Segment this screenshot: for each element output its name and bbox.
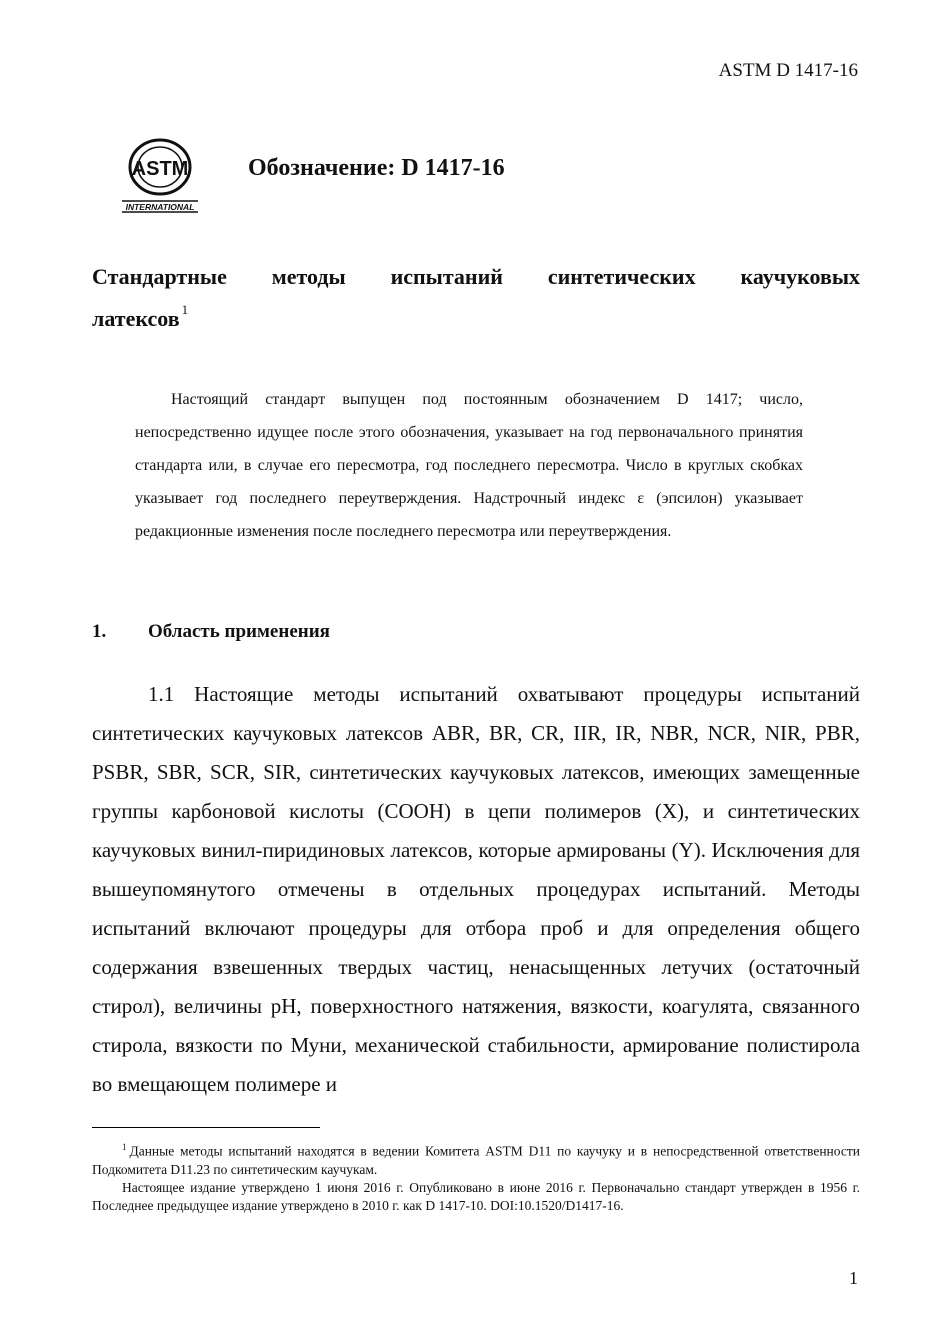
logo-letters: ASTM: [131, 158, 189, 180]
logo-text: INTERNATIONAL: [125, 202, 195, 212]
section-body: [92, 675, 860, 1104]
footnote-rule: [92, 1127, 320, 1128]
header-code: ASTM D 1417-16: [718, 60, 858, 81]
page-number: 1: [849, 1268, 858, 1288]
title-line2-text: латексов: [92, 306, 180, 331]
paragraph-1-1: 1.1 Настоящие методы испытаний охватывают процедуры испытаний синтетических каучуковых латексов ABR, BR, CR, IIR, IR, NBR, NCR, NIR, PBR, PSBR, SBR, SCR, SIR, синтетических каучуковых латексов, имеющих замещенные группы карбоновой кислоты (COOH) в цепи полимеров (X), и синтетических каучуковых винил-пиридиновых латексов, которые армированы (Y). Исключения для вышеупомянутого отмечены в отдельных процедурах испытаний. Методы испытаний включают процедуры для отбора проб и для определения общего содержания взвешенных твердых частиц, ненасыщенных летучих (остаточный стирол), величины pH, поверхностного натяжения, вязкости, коагулята, связанного стирола, вязкости по Муни, механической стабильности, армирование полистирола во вмещающем полимере и: [92, 682, 860, 1096]
document-title-line1: Стандартные методы испытаний синтетических каучуковых: [92, 264, 860, 289]
document-title-line2: [92, 302, 189, 332]
footnote-2: Настоящее издание утверждено 1 июня 2016 г. Опубликовано в июне 2016 г. Первоначально стандарт утвержден в 1956 г. Последнее предыдущее издание утверждено в 2010 г. как D 1417-10. DOI:10.1520/D1417-16.: [92, 1179, 860, 1213]
section-heading: [92, 621, 330, 643]
designation-notice: [135, 383, 803, 548]
footnote-1-text: Данные методы испытаний находятся в ведении Комитета ASTM D11 по каучуку и в непосредственной ответственности Подкомитета D11.23 по синтетическим каучукам.: [92, 1143, 860, 1177]
section-title: Область применения: [148, 621, 330, 642]
designation: Обозначение: D 1417-16: [248, 155, 505, 181]
section-number: 1.: [92, 621, 107, 642]
notice-text: Настоящий стандарт выпущен под постоянным обозначением D 1417; число, непосредственно идущее после этого обозначения, указывает на год первоначального принятия стандарта или, в случае его пересмотра, год последнего пересмотра. Число в круглых скобках указывает год последнего переутверждения. Надстрочный индекс ε (эпсилон) указывает редакционные изменения после последнего пересмотра или переутверждения.: [135, 391, 803, 540]
title-footnote-mark: 1: [181, 302, 189, 317]
footnote-mark: 1: [122, 1142, 127, 1152]
footnote-1: [92, 1138, 860, 1179]
astm-logo: [118, 137, 202, 213]
footnotes: [92, 1138, 860, 1215]
